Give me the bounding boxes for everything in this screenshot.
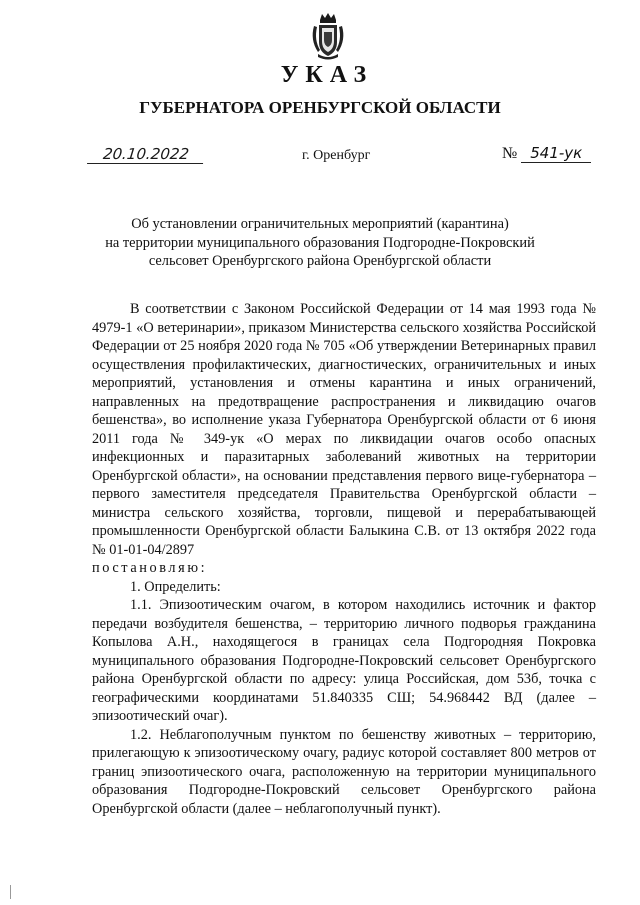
clause-1: 1. Определить: — [130, 578, 221, 595]
margin-mark — [10, 885, 11, 899]
decree-number — [502, 144, 591, 163]
subject-line: Об установлении ограничительных мероприятий (карантина) — [131, 216, 509, 232]
signing-date: 20.10.2022 — [87, 145, 205, 164]
document-title: УКАЗ — [280, 62, 374, 88]
decree-body — [92, 300, 596, 818]
document-issuer: ГУБЕРНАТОРА ОРЕНБУРГСКОЙ ОБЛАСТИ — [139, 98, 501, 117]
clause-1-2: 1.2. Неблагополучным пунктом по бешенству животных – территорию, прилегающую к эпизоотическому очагу, радиус которой составляет 800 метров от границ эпизоотического очага, расположенную на территории муниципального образования Подгородне-Покровский сельсовет Оренбургского района Оренбургской области (далее – неблагополучный пункт). — [92, 726, 596, 817]
preamble-paragraph: В соответствии с Законом Российской Федерации от 14 мая 1993 года № 4979-1 «О ветеринарии», приказом Министерства сельского хозяйства Российской Федерации от 25 ноября 2020 года № 705 «Об утверждении Ветеринарных правил осуществления профилактических, диагностических, ограничительных и иных мероприятий, установления и отмены карантина и иных ограничений, направленных на предотвращение распространения и ликвидацию очагов бешенства», во исполнение указа Губернатора Оренбургской области от 6 июня 2011 года № 349-ук «О мерах по ликвидации очагов особо опасных инфекционных и паразитарных заболеваний животных на территории Оренбургской области», на основании представления первого вице-губернатора – первого заместителя председателя Правительства Оренбургской области – министра сельского хозяйства, торговли, пищевой и перерабатывающей промышленности Оренбургской области Балыкина С.В. от 13 октября 2022 года № 01-01-04/2897 — [92, 301, 596, 558]
decree-subject — [90, 215, 550, 271]
resolution-word: постановляю: — [92, 560, 208, 576]
city-name: г. Оренбург — [302, 148, 371, 163]
subject-line: на территории муниципального образования Подгородне-Покровский — [105, 234, 535, 251]
number-sign: № — [502, 145, 518, 162]
coat-of-arms-icon — [308, 12, 348, 60]
clause-1-1: 1.1. Эпизоотическим очагом, в котором находились источник и фактор передачи возбудителя бешенства, – территорию личного подворья гражданина Копылова А.Н., находящегося в границах села Подгородняя Покровка муниципального образования Подгородне-Покровский сельсовет Оренбургского района Оренбургской области по адресу: улица Российская, дом 53б, точка с географическими координатами 51.840335 СШ; 54.968442 ВД (далее – эпизоотический очаг). — [92, 597, 596, 724]
subject-line: сельсовет Оренбургского района Оренбургской области — [148, 253, 492, 269]
decree-number-value: 541-ук — [521, 144, 591, 163]
